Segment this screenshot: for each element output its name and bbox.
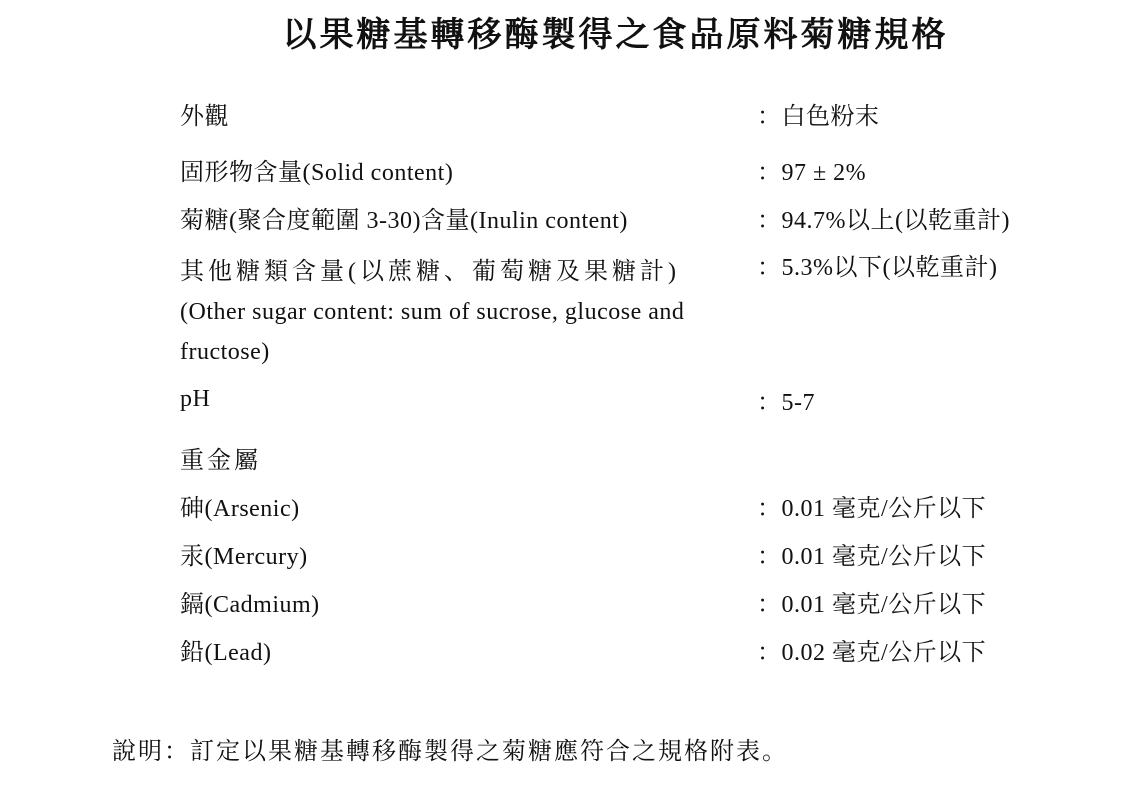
spec-value: ：0.01 毫克/公斤以下 [757, 544, 987, 570]
spec-label: 重金屬 [180, 448, 261, 474]
spec-value: ：5.3%以下(以乾重計) [757, 255, 998, 281]
spec-row-inulin-content [180, 200, 1010, 235]
spec-row-mercury [180, 536, 987, 571]
spec-label: 鉛(Lead) [180, 640, 272, 666]
spec-label: 鎘(Cadmium) [180, 592, 320, 618]
spec-label: pH [180, 386, 211, 412]
spec-value: ：白色粉末 [757, 104, 880, 130]
spec-label: 砷(Arsenic) [180, 496, 300, 522]
spec-row-cadmium [180, 584, 987, 619]
spec-label: 固形物含量(Solid content) [180, 160, 454, 186]
spec-value: ：97 ± 2% [757, 160, 867, 186]
spec-label: 菊糖(聚合度範圍 3-30)含量(Inulin content) [180, 208, 628, 234]
spec-row-appearance [180, 96, 880, 131]
spec-value: ：94.7%以上(以乾重計) [757, 208, 1010, 234]
spec-row-arsenic [180, 488, 987, 523]
spec-label [180, 252, 740, 372]
spec-label-zh: 其他糖類含量(以蔗糖、葡萄糖及果糖計) [180, 259, 680, 285]
spec-row-ph [180, 386, 815, 416]
spec-row-other-sugar [180, 252, 998, 372]
spec-label-en: (Other sugar content: sum of sucrose, glucose and fructose) [180, 299, 685, 365]
spec-value: ：0.01 毫克/公斤以下 [757, 496, 987, 522]
page-title: 以果糖基轉移酶製得之食品原料菊糖規格 [282, 17, 949, 54]
spec-row-lead [180, 632, 987, 667]
explanatory-note: 說明：訂定以果糖基轉移酶製得之菊糖應符合之規格附表。 [112, 739, 788, 765]
spec-value: ：5-7 [757, 390, 815, 416]
spec-value: ：0.02 毫克/公斤以下 [757, 640, 987, 666]
spec-value: ：0.01 毫克/公斤以下 [757, 592, 987, 618]
spec-row-heavy-metals [180, 440, 760, 475]
spec-label: 汞(Mercury) [180, 544, 308, 570]
spec-row-solid-content [180, 152, 867, 187]
spec-label: 外觀 [180, 104, 229, 130]
